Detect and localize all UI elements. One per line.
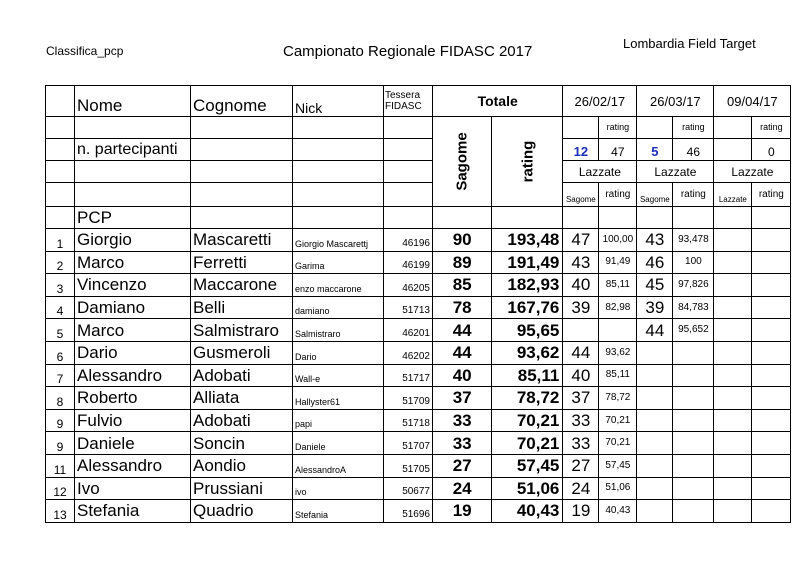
d1-rating-label: rating — [599, 117, 637, 139]
nome-cell: Vincenzo — [75, 274, 191, 297]
nome-cell: Roberto — [75, 387, 191, 410]
empty-cell — [191, 161, 293, 183]
d1-location: Lazzate — [563, 161, 637, 183]
d3-sagome-cell — [714, 387, 752, 410]
rank-cell: 6 — [46, 341, 75, 364]
cognome-cell: Maccarone — [191, 274, 293, 297]
d3-rating-cell — [752, 500, 791, 523]
date-header-1: 26/02/17 — [563, 86, 637, 117]
nome-cell: Marco — [75, 319, 191, 342]
table-row — [46, 454, 791, 477]
date-header-3: 09/04/17 — [714, 86, 791, 117]
d1-sagome-cell: 40 — [563, 274, 599, 297]
tessera-cell: 50677 — [384, 477, 433, 500]
sagome-total-cell: 24 — [433, 477, 492, 500]
d3-location: Lazzate — [714, 161, 791, 183]
tessera-cell: 51696 — [384, 500, 433, 523]
tessera-cell: 46201 — [384, 319, 433, 342]
table-row — [46, 251, 791, 274]
rank-cell: 2 — [46, 251, 75, 274]
sagome-total-header — [433, 117, 492, 207]
rank-cell: 12 — [46, 477, 75, 500]
nick-cell: Hallyster61 — [293, 387, 384, 410]
tessera-cell: 51718 — [384, 409, 433, 432]
rank-cell: 5 — [46, 319, 75, 342]
nome-cell: Alessandro — [75, 364, 191, 387]
empty-cell — [191, 183, 293, 207]
rank-cell: 3 — [46, 274, 75, 297]
d1-sagome-cell: 39 — [563, 296, 599, 319]
nick-cell: damiano — [293, 296, 384, 319]
nome-cell: Daniele — [75, 432, 191, 455]
d3-partecipanti-rating: 0 — [752, 139, 791, 161]
d3-rating-cell — [752, 229, 791, 252]
table-row — [46, 477, 791, 500]
cognome-cell: Alliata — [191, 387, 293, 410]
cognome-cell: Soncin — [191, 432, 293, 455]
cognome-cell: Belli — [191, 296, 293, 319]
d1-rating-cell: 82,98 — [599, 296, 637, 319]
nome-cell: Damiano — [75, 296, 191, 319]
nome-header: Nome — [75, 86, 191, 117]
cognome-cell: Gusmeroli — [191, 341, 293, 364]
nick-cell: Stefania — [293, 500, 384, 523]
empty-cell — [75, 161, 191, 183]
d3-rating-cell — [752, 364, 791, 387]
rank-cell: 1 — [46, 229, 75, 252]
sagome-total-cell: 78 — [433, 296, 492, 319]
nome-cell: Stefania — [75, 500, 191, 523]
d3-sagome-cell — [714, 454, 752, 477]
d2-sagome-cell — [637, 341, 673, 364]
rank-cell: 13 — [46, 500, 75, 523]
d1-rating-cell: 57,45 — [599, 454, 637, 477]
nome-cell: Giorgio — [75, 229, 191, 252]
d2-rating-cell: 93,478 — [673, 229, 714, 252]
d2-rating-label: rating — [673, 117, 714, 139]
d3-sagome-cell — [714, 341, 752, 364]
empty-cell — [46, 161, 75, 183]
d3-sagome-cell — [714, 274, 752, 297]
d2-sagome-cell — [637, 432, 673, 455]
table-row — [46, 409, 791, 432]
tessera-cell: 51707 — [384, 432, 433, 455]
empty-cell — [637, 117, 673, 139]
table-row — [46, 364, 791, 387]
d3-sagome-cell — [714, 477, 752, 500]
empty-cell — [714, 117, 752, 139]
empty-cell — [433, 207, 492, 229]
ranking-table — [45, 85, 791, 523]
partecipanti-row — [46, 139, 791, 161]
nick-cell: Giorgio Mascarettj — [293, 229, 384, 252]
d3-sagome-cell — [714, 296, 752, 319]
d2-sagome-cell — [637, 500, 673, 523]
nick-cell: Daniele — [293, 432, 384, 455]
nick-cell: papi — [293, 409, 384, 432]
sheet-name: Classifica_pcp — [46, 44, 124, 58]
location-row — [46, 161, 791, 183]
empty-cell — [191, 117, 293, 139]
table-row — [46, 387, 791, 410]
d1-partecipanti-rating: 47 — [599, 139, 637, 161]
empty-cell — [46, 207, 75, 229]
empty-cell — [293, 207, 384, 229]
d2-location: Lazzate — [637, 161, 714, 183]
d3-rating-cell — [752, 296, 791, 319]
tessera-cell: 46202 — [384, 341, 433, 364]
d3-location-sublabel: Lazzate — [714, 183, 752, 207]
empty-cell — [563, 117, 599, 139]
empty-cell — [293, 139, 384, 161]
d1-sagome-cell: 19 — [563, 500, 599, 523]
tessera-header — [384, 86, 433, 117]
d1-sagome-cell: 44 — [563, 341, 599, 364]
tessera-header-line1: Tessera — [385, 90, 421, 101]
d1-sagome-cell: 24 — [563, 477, 599, 500]
d3-sagome-cell — [714, 364, 752, 387]
empty-cell — [637, 207, 673, 229]
header-row-rating — [46, 117, 791, 139]
rating-total-cell: 70,21 — [492, 432, 563, 455]
totale-header: Totale — [433, 86, 563, 117]
d1-rating-cell — [599, 319, 637, 342]
cognome-cell: Prussiani — [191, 477, 293, 500]
page-title: Campionato Regionale FIDASC 2017 — [283, 43, 533, 60]
empty-cell — [714, 207, 752, 229]
cognome-cell: Salmistraro — [191, 319, 293, 342]
rating-total-cell: 167,76 — [492, 296, 563, 319]
d1-sagome-cell — [563, 319, 599, 342]
table-row — [46, 319, 791, 342]
cognome-header: Cognome — [191, 86, 293, 117]
d1-sagome-cell: 47 — [563, 229, 599, 252]
d3-rating-cell — [752, 432, 791, 455]
empty-cell — [46, 139, 75, 161]
rating-total-cell: 85,11 — [492, 364, 563, 387]
sagome-total-cell: 27 — [433, 454, 492, 477]
d2-partecipanti-count: 5 — [637, 139, 673, 161]
d1-rating-sublabel: rating — [599, 183, 637, 207]
d1-rating-cell: 40,43 — [599, 500, 637, 523]
rating-total-header — [492, 117, 563, 207]
d1-partecipanti-count: 12 — [563, 139, 599, 161]
section-label: PCP — [75, 207, 191, 229]
empty-cell — [75, 183, 191, 207]
d1-rating-cell: 78,72 — [599, 387, 637, 410]
d3-rating-cell — [752, 319, 791, 342]
d2-rating-sublabel: rating — [673, 183, 714, 207]
empty-cell — [563, 207, 599, 229]
d3-sagome-cell — [714, 251, 752, 274]
empty-cell — [384, 183, 433, 207]
empty-cell — [384, 117, 433, 139]
nick-cell: enzo maccarone — [293, 274, 384, 297]
rating-total-cell: 95,65 — [492, 319, 563, 342]
d1-rating-cell: 93,62 — [599, 341, 637, 364]
d2-sagome-label: Sagome — [637, 183, 673, 207]
d3-rating-cell — [752, 454, 791, 477]
d2-rating-cell — [673, 500, 714, 523]
d3-sagome-cell — [714, 500, 752, 523]
sagome-total-cell: 33 — [433, 432, 492, 455]
nome-cell: Alessandro — [75, 454, 191, 477]
d2-sagome-cell: 45 — [637, 274, 673, 297]
d2-sagome-cell — [637, 387, 673, 410]
d2-rating-cell — [673, 364, 714, 387]
nick-cell: Dario — [293, 341, 384, 364]
d2-rating-cell — [673, 387, 714, 410]
tessera-cell: 51717 — [384, 364, 433, 387]
rating-total-cell: 193,48 — [492, 229, 563, 252]
table-row — [46, 229, 791, 252]
rank-cell: 4 — [46, 296, 75, 319]
d2-rating-cell: 97,826 — [673, 274, 714, 297]
empty-cell — [384, 161, 433, 183]
d2-sagome-cell: 39 — [637, 296, 673, 319]
table-row — [46, 432, 791, 455]
rank-cell: 8 — [46, 387, 75, 410]
empty-cell — [293, 161, 384, 183]
sagome-total-cell: 19 — [433, 500, 492, 523]
cognome-cell: Ferretti — [191, 251, 293, 274]
sagome-total-cell: 44 — [433, 319, 492, 342]
empty-cell — [191, 139, 293, 161]
empty-cell — [599, 207, 637, 229]
cognome-cell: Adobati — [191, 409, 293, 432]
d3-rating-cell — [752, 409, 791, 432]
rating-total-cell: 40,43 — [492, 500, 563, 523]
sagome-total-cell: 33 — [433, 409, 492, 432]
sagome-total-label: Sagome — [453, 131, 471, 191]
d3-rating-cell — [752, 387, 791, 410]
nick-cell: Wall-e — [293, 364, 384, 387]
d3-sagome-cell — [714, 319, 752, 342]
tessera-cell: 51713 — [384, 296, 433, 319]
nick-cell: ivo — [293, 477, 384, 500]
header-row-titles — [46, 86, 791, 117]
d2-rating-cell: 84,783 — [673, 296, 714, 319]
section-row — [46, 207, 791, 229]
d2-rating-cell — [673, 341, 714, 364]
cognome-cell: Mascaretti — [191, 229, 293, 252]
empty-cell — [46, 117, 75, 139]
rank-cell: 9 — [46, 409, 75, 432]
d1-rating-cell: 51,06 — [599, 477, 637, 500]
rating-total-label: rating — [518, 140, 536, 182]
partecipanti-label: n. partecipanti — [75, 139, 191, 161]
d1-sagome-cell: 33 — [563, 432, 599, 455]
d1-sagome-cell: 43 — [563, 251, 599, 274]
rating-total-cell: 51,06 — [492, 477, 563, 500]
d2-rating-cell — [673, 477, 714, 500]
empty-cell — [673, 207, 714, 229]
sagome-total-cell: 44 — [433, 341, 492, 364]
empty-cell — [191, 207, 293, 229]
empty-cell — [384, 139, 433, 161]
d1-rating-cell: 85,11 — [599, 274, 637, 297]
rank-cell: 9 — [46, 432, 75, 455]
d1-sagome-cell: 37 — [563, 387, 599, 410]
d2-sagome-cell — [637, 477, 673, 500]
d1-rating-cell: 100,00 — [599, 229, 637, 252]
d3-sagome-cell — [714, 229, 752, 252]
rating-total-cell: 93,62 — [492, 341, 563, 364]
rating-total-cell: 70,21 — [492, 409, 563, 432]
nome-cell: Ivo — [75, 477, 191, 500]
d2-sagome-cell — [637, 409, 673, 432]
empty-cell — [752, 207, 791, 229]
d1-sagome-cell: 27 — [563, 454, 599, 477]
d2-rating-cell: 100 — [673, 251, 714, 274]
rating-total-cell: 182,93 — [492, 274, 563, 297]
empty-cell — [293, 117, 384, 139]
tessera-cell: 46205 — [384, 274, 433, 297]
d1-rating-cell: 70,21 — [599, 409, 637, 432]
nick-cell: Salmistraro — [293, 319, 384, 342]
d1-sagome-label: Sagome — [563, 183, 599, 207]
table-row — [46, 274, 791, 297]
sagome-total-cell: 40 — [433, 364, 492, 387]
d2-sagome-cell: 44 — [637, 319, 673, 342]
header-row-subcols — [46, 183, 791, 207]
d2-partecipanti-rating: 46 — [673, 139, 714, 161]
empty-cell — [46, 183, 75, 207]
sagome-total-cell: 89 — [433, 251, 492, 274]
d3-rating-cell — [752, 274, 791, 297]
d1-rating-cell: 91,49 — [599, 251, 637, 274]
d2-rating-cell — [673, 409, 714, 432]
d1-sagome-cell: 40 — [563, 364, 599, 387]
organization-label: Lombardia Field Target — [623, 36, 756, 51]
d2-sagome-cell: 46 — [637, 251, 673, 274]
d3-sagome-cell — [714, 409, 752, 432]
d1-rating-cell: 85,11 — [599, 364, 637, 387]
date-header-2: 26/03/17 — [637, 86, 714, 117]
tessera-header-line2: FIDASC — [385, 101, 422, 112]
tessera-cell: 46199 — [384, 251, 433, 274]
d3-rating-sublabel: rating — [752, 183, 791, 207]
d2-sagome-cell — [637, 364, 673, 387]
table-row — [46, 296, 791, 319]
d2-rating-cell — [673, 432, 714, 455]
empty-cell — [384, 207, 433, 229]
sagome-total-cell: 90 — [433, 229, 492, 252]
empty-cell — [293, 183, 384, 207]
nome-cell: Dario — [75, 341, 191, 364]
d2-rating-cell — [673, 454, 714, 477]
empty-cell — [75, 117, 191, 139]
sagome-total-cell: 37 — [433, 387, 492, 410]
empty-cell — [492, 207, 563, 229]
table-row — [46, 341, 791, 364]
d2-sagome-cell: 43 — [637, 229, 673, 252]
d3-rating-cell — [752, 477, 791, 500]
cognome-cell: Aondio — [191, 454, 293, 477]
rank-cell: 11 — [46, 454, 75, 477]
d3-partecipanti-count — [714, 139, 752, 161]
table-row — [46, 500, 791, 523]
index-header-cell — [46, 86, 75, 117]
nick-header: Nick — [293, 86, 384, 117]
d3-sagome-cell — [714, 432, 752, 455]
d2-rating-cell: 95,652 — [673, 319, 714, 342]
d3-rating-cell — [752, 251, 791, 274]
rating-total-cell: 57,45 — [492, 454, 563, 477]
d3-rating-label: rating — [752, 117, 791, 139]
d1-sagome-cell: 33 — [563, 409, 599, 432]
sagome-total-cell: 85 — [433, 274, 492, 297]
nick-cell: Garima — [293, 251, 384, 274]
d3-rating-cell — [752, 341, 791, 364]
tessera-cell: 51709 — [384, 387, 433, 410]
nome-cell: Marco — [75, 251, 191, 274]
cognome-cell: Adobati — [191, 364, 293, 387]
tessera-cell: 51705 — [384, 454, 433, 477]
d2-sagome-cell — [637, 454, 673, 477]
rating-total-cell: 191,49 — [492, 251, 563, 274]
nick-cell: AlessandroA — [293, 454, 384, 477]
rating-total-cell: 78,72 — [492, 387, 563, 410]
rank-cell: 7 — [46, 364, 75, 387]
nome-cell: Fulvio — [75, 409, 191, 432]
d1-rating-cell: 70,21 — [599, 432, 637, 455]
tessera-cell: 46196 — [384, 229, 433, 252]
cognome-cell: Quadrio — [191, 500, 293, 523]
